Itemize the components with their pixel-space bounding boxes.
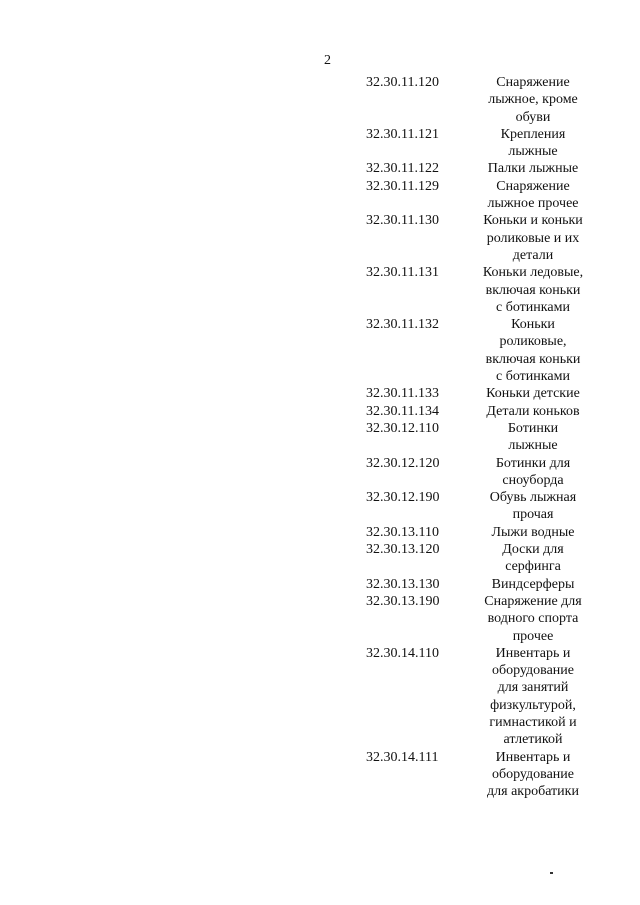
description-cell: Крепления лыжные (500, 126, 566, 160)
code-cell: 32.30.12.190 (366, 490, 440, 506)
table-row (0, 264, 640, 316)
table-row (0, 645, 640, 749)
description-cell: Детали коньков (486, 403, 580, 419)
description-cell: Коньки и коньки роликовые и их детали (483, 213, 583, 263)
description-cell: Обувь лыжная прочая (489, 490, 577, 523)
description-cell: Виндсерферы (491, 576, 575, 592)
description-cell: Инвентарь и оборудование для акробатики (487, 749, 579, 800)
description-cell: Коньки ледовые, включая коньки с ботинками (482, 265, 584, 315)
code-cell: 32.30.11.134 (366, 403, 439, 419)
description-cell: Коньки детские (486, 386, 580, 402)
table-row (0, 524, 640, 541)
table-row (0, 160, 640, 177)
description-cell: Палки лыжные (487, 161, 579, 177)
code-cell: 32.30.12.120 (366, 455, 440, 471)
description-cell: Инвентарь и оборудование для занятий физкультурой, гимнастикой и атлетикой (489, 645, 577, 748)
table-row (0, 316, 640, 385)
description-cell: Доски для серфинга (502, 542, 564, 575)
code-cell: 32.30.11.132 (366, 317, 439, 333)
code-cell: 32.30.11.122 (366, 161, 439, 177)
code-cell: 32.30.11.130 (366, 213, 439, 229)
page-number: 2 (324, 53, 331, 68)
table-row (0, 489, 640, 524)
table-row (0, 74, 640, 126)
description-cell: Коньки роликовые, включая коньки с ботинками (485, 317, 581, 385)
code-cell: 32.30.13.120 (366, 542, 440, 558)
scan-mark (550, 872, 553, 874)
code-cell: 32.30.11.133 (366, 386, 439, 402)
description-cell: Лыжи водные (491, 524, 575, 540)
code-cell: 32.30.12.110 (366, 420, 439, 436)
code-cell: 32.30.11.121 (366, 126, 439, 142)
classification-table (0, 74, 640, 800)
description-cell: Снаряжение для водного спорта прочее (484, 593, 582, 644)
table-row (0, 385, 640, 402)
table-row (0, 455, 640, 490)
code-cell: 32.30.14.111 (366, 749, 439, 765)
table-row (0, 212, 640, 264)
code-cell: 32.30.13.110 (366, 524, 439, 540)
table-row (0, 541, 640, 576)
code-cell: 32.30.11.129 (366, 178, 439, 194)
code-cell: 32.30.11.120 (366, 75, 439, 90)
table-row (0, 178, 640, 213)
table-row (0, 593, 640, 645)
description-cell: Снаряжение лыжное, кроме обуви (488, 75, 578, 125)
code-cell: 32.30.11.131 (366, 265, 439, 281)
code-cell: 32.30.13.130 (366, 576, 440, 592)
description-cell: Ботинки для сноуборда (495, 455, 571, 488)
table-row (0, 576, 640, 593)
table-row (0, 126, 640, 161)
table-row (0, 749, 640, 801)
table-row (0, 420, 640, 455)
table-row (0, 403, 640, 420)
code-cell: 32.30.14.110 (366, 645, 439, 661)
code-cell: 32.30.13.190 (366, 593, 440, 609)
description-cell: Ботинки лыжные (507, 420, 559, 454)
description-cell: Снаряжение лыжное прочее (487, 178, 579, 212)
